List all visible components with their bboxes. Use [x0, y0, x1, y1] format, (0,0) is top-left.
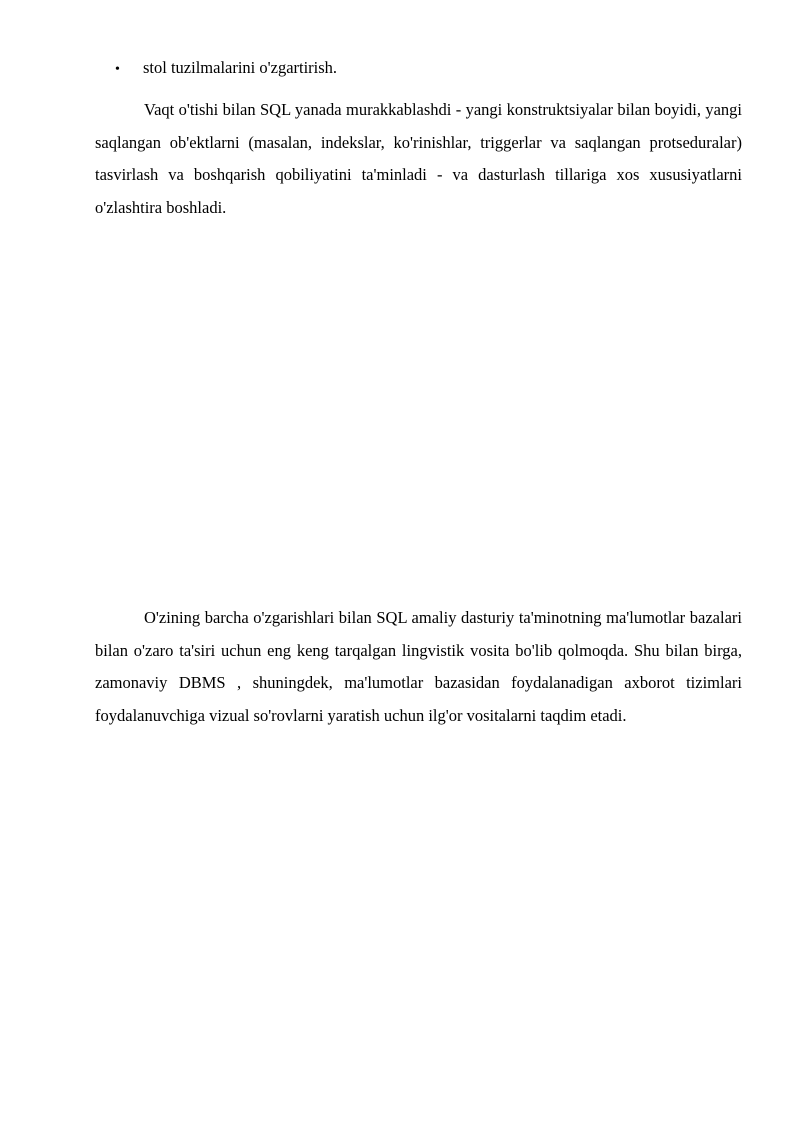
paragraph-sql-usage: O'zining barcha o'zgarishlari bilan SQL amaliy dasturiy ta'minotning ma'lumotlar bazalari bilan o'zaro ta'siri uchun eng keng tarqalgan lingvistik vosita bo'lib qolmoqda. Shu bilan birga, zamonaviy DBMS , shuningdek, ma'lumotlar bazasidan foydalanadigan axborot tizimlari foydalanuvchiga vizual so'rovlarni yaratish uchun ilg'or vositalarni taqdim etadi.	[95, 608, 742, 725]
bullet-list-item	[115, 57, 337, 81]
bullet-icon: •	[115, 62, 120, 77]
bullet-text: stol tuzilmalarini o'zgartirish.	[143, 58, 338, 77]
paragraph-sql-evolution: Vaqt o'tishi bilan SQL yanada murakkablashdi - yangi konstruktsiyalar bilan boyidi, yangi saqlangan ob'ektlarni (masalan, indekslar, ko'rinishlar, triggerlar va saqlangan protseduralar) tasvirlash va boshqarish qobiliyatini ta'minladi - va dasturlash tillariga xos xususiyatlarni o'zlashtira boshladi.	[95, 100, 742, 217]
